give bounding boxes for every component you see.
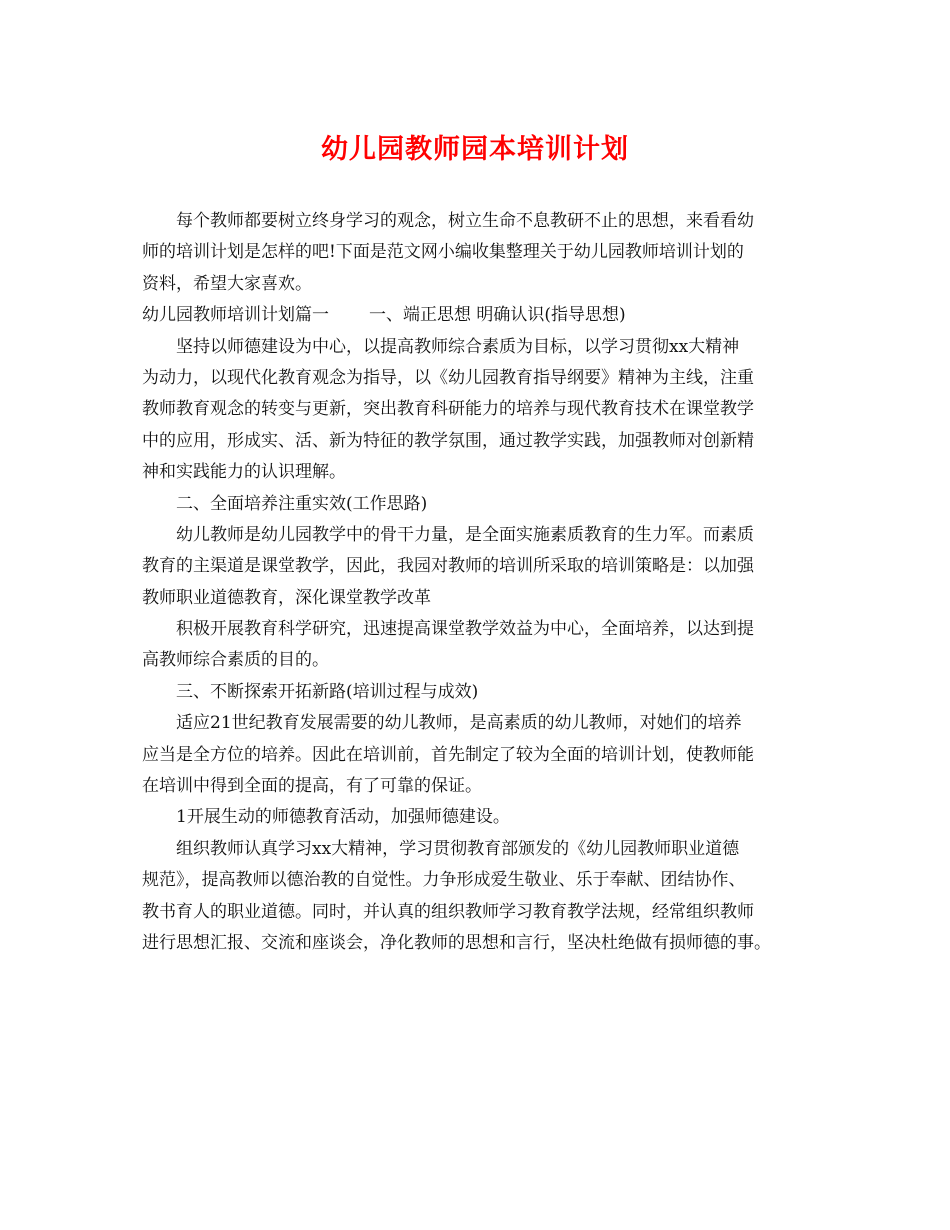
text-line xyxy=(142,614,822,645)
text-line-content: 组织教师认真学习xx大精神，学习贯彻教育部颁发的《幼儿园教师职业道德 xyxy=(176,838,740,859)
text-line xyxy=(142,928,822,959)
text-line-content: 教育的主渠道是课堂教学，因此，我园对教师的培训所采取的培训策略是：以加强 xyxy=(142,556,754,577)
text-line-content: 1开展生动的师德教育活动，加强师德建设。 xyxy=(176,807,510,828)
text-line xyxy=(142,897,822,928)
text-line-content: 坚持以师德建设为中心，以提高教师综合素质为目标，以学习贯彻xx大精神 xyxy=(176,336,740,357)
text-line-content: 中的应用，形成实、活、新为特征的教学氛围，通过教学实践，加强教师对创新精 xyxy=(142,430,754,451)
text-line xyxy=(142,520,822,551)
text-line-content: 幼儿教师是幼儿园教学中的骨干力量，是全面实施素质教育的生力军。而素质 xyxy=(176,524,754,545)
text-line xyxy=(142,551,822,582)
text-line xyxy=(142,363,822,394)
text-line-content: 教书育人的职业道德。同时，并认真的组织教师学习教育教学法规，经常组织教师 xyxy=(142,901,754,922)
text-line xyxy=(142,300,822,331)
text-line-content: 高教师综合素质的目的。 xyxy=(142,650,329,671)
text-line xyxy=(142,834,822,865)
text-line-content: 二、全面培养注重实效(工作思路) xyxy=(176,493,428,514)
text-line xyxy=(142,802,822,833)
text-line-content: 资料，希望大家喜欢。 xyxy=(142,273,312,294)
text-line-content: 三、不断探索开拓新路(培训过程与成效) xyxy=(176,681,479,702)
text-line-content: 应当是全方位的培养。因此在培训前，首先制定了较为全面的培训计划，使教师能 xyxy=(142,744,754,765)
text-line xyxy=(142,489,822,520)
text-line xyxy=(142,394,822,425)
text-line xyxy=(142,206,822,237)
section-heading-inline: 一、端正思想 明确认识(指导思想) xyxy=(369,305,626,326)
text-line xyxy=(142,269,822,300)
document-title: 幼儿园教师园本培训计划 xyxy=(321,134,629,165)
text-line-content: 为动力，以现代化教育观念为指导，以《幼儿园教育指导纲要》精神为主线，注重 xyxy=(142,367,754,388)
text-line-content: 在培训中得到全面的提高，有了可靠的保证。 xyxy=(142,776,482,797)
text-line xyxy=(142,771,822,802)
text-line-content: 适应21世纪教育发展需要的幼儿教师，是高素质的幼儿教师，对她们的培养 xyxy=(176,713,742,734)
text-line xyxy=(142,332,822,363)
text-line xyxy=(142,708,822,739)
text-line xyxy=(142,457,822,488)
text-line-content: 进行思想汇报、交流和座谈会，净化教师的思想和言行，坚决杜绝做有损师德的事。 xyxy=(142,932,771,953)
text-line xyxy=(142,645,822,676)
text-line xyxy=(142,677,822,708)
text-line-content: 积极开展教育科学研究，迅速提高课堂教学效益为中心，全面培养，以达到提 xyxy=(176,619,754,640)
text-line-content: 幼儿园教师培训计划篇一 xyxy=(142,305,329,326)
text-line-content: 每个教师都要树立终身学习的观念，树立生命不息教研不止的思想，来看看幼 xyxy=(176,211,754,231)
text-line xyxy=(142,865,822,896)
text-line-content: 师的培训计划是怎样的吧!下面是范文网小编收集整理关于幼儿园教师培训计划的 xyxy=(142,242,744,263)
document-body xyxy=(142,206,822,959)
text-line xyxy=(142,583,822,614)
text-line xyxy=(142,237,822,268)
text-line-content: 神和实践能力的认识理解。 xyxy=(142,462,346,483)
text-line-content: 教师职业道德教育，深化课堂教学改革 xyxy=(142,587,431,608)
text-line-content: 规范》，提高教师以德治教的自觉性。力争形成爱生敬业、乐于奉献、团结协作、 xyxy=(142,870,746,891)
text-line xyxy=(142,426,822,457)
text-line-content: 教师教育观念的转变与更新，突出教育科研能力的培养与现代教育技术在课堂教学 xyxy=(142,399,754,420)
text-line xyxy=(142,740,822,771)
